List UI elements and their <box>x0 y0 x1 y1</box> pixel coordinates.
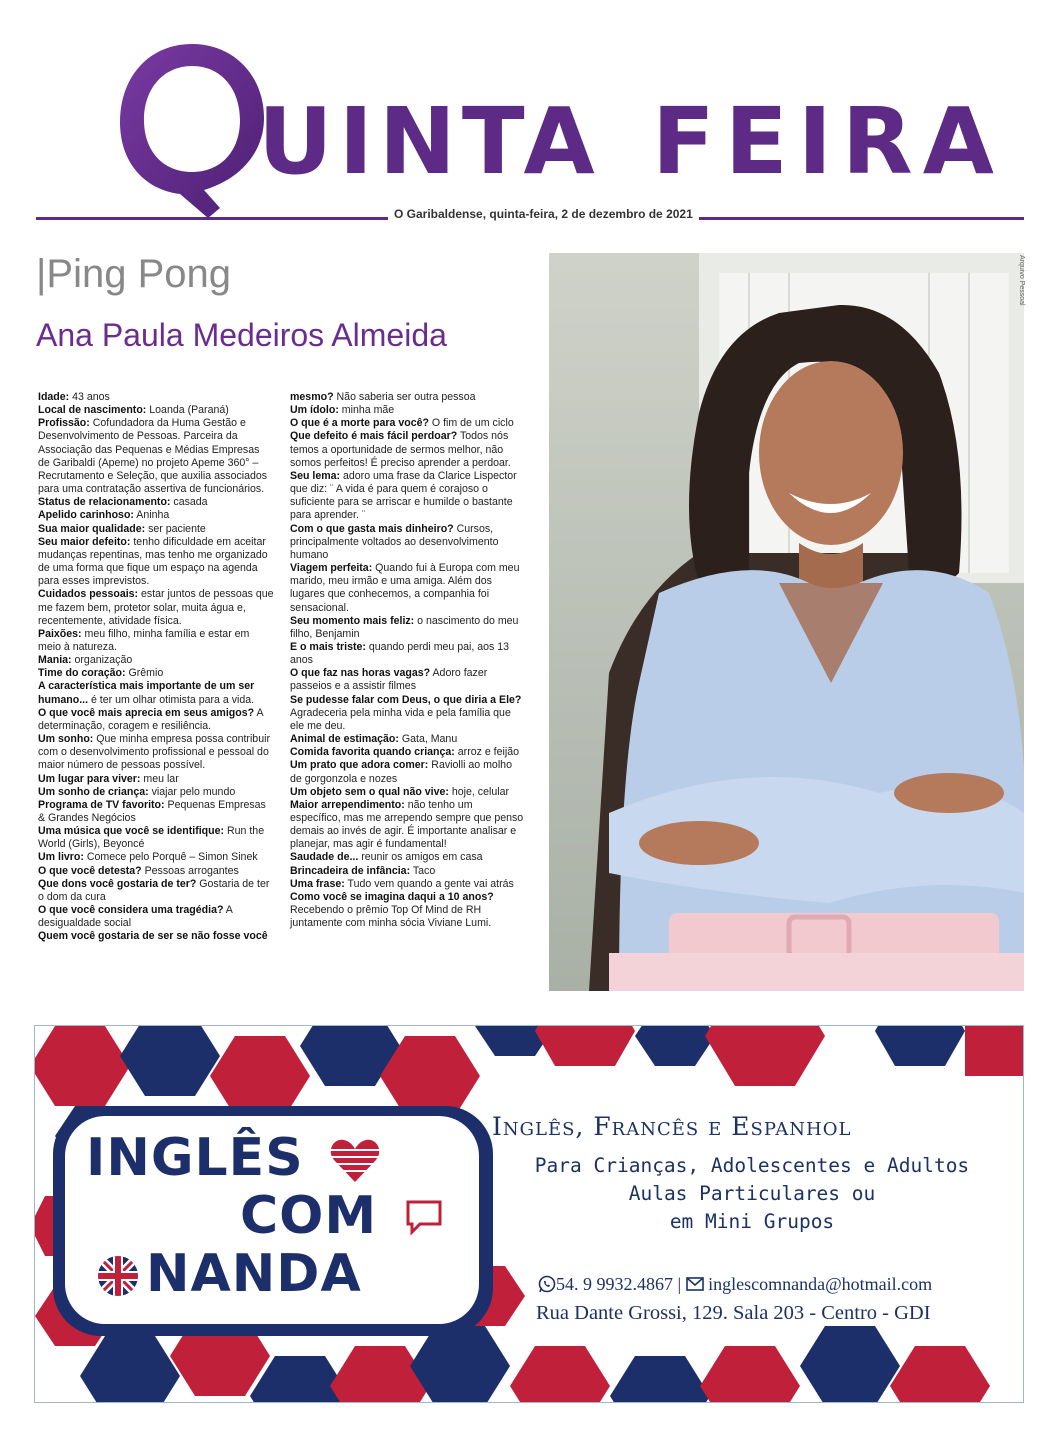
qa-item <box>38 391 274 404</box>
qa-question: Quem você gostaria de ser se não fosse você <box>38 930 268 943</box>
ad-logo-line3: NANDA <box>146 1244 362 1304</box>
qa-answer: hoje, celular <box>448 785 510 798</box>
qa-answer: Cofundadora da Huma Gestão e Desenvolvimento de Pessoas. Parceira da Associação das Pequenas e Médias Empresas de Garibaldi (Apeme) no projeto Apeme 360° – Recrutamento e Seleção, que auxilia associados para uma contratação assertiva de funcionários. <box>38 417 268 496</box>
qa-answer: é ter um olhar otimista para a vida. <box>88 693 255 706</box>
qa-item <box>38 786 274 799</box>
qa-item <box>38 851 274 864</box>
qa-item <box>290 878 526 891</box>
qa-item <box>38 509 274 522</box>
qa-question: Seu momento mais feliz: <box>290 614 415 627</box>
qa-item <box>38 404 274 417</box>
qa-item <box>38 865 274 878</box>
qa-answer: viajar pelo mundo <box>148 785 236 798</box>
qa-answer: ser paciente <box>145 522 206 535</box>
qa-item <box>38 628 274 654</box>
qa-question: Um livro: <box>38 851 84 864</box>
qa-item <box>38 417 274 496</box>
qa-question: E o mais triste: <box>290 640 366 653</box>
qa-answer: arroz e feijão <box>454 746 520 759</box>
qa-item <box>290 562 526 615</box>
photo-credit: Arquivo Pessoal <box>1018 255 1025 306</box>
qa-answer: meu filho, minha família e estar em meio à natureza. <box>38 627 250 653</box>
qa-answer: Adoro fazer passeios e a assistir filmes <box>290 667 488 693</box>
qa-question: O que faz nas horas vagas? <box>290 667 431 680</box>
qa-question: Seu lema: <box>290 469 341 482</box>
qa-item <box>38 825 274 851</box>
dateline: O Garibaldense, quinta-feira, 2 de dezembro de 2021 <box>388 207 699 221</box>
qa-item <box>290 641 526 667</box>
qa-answer: Tudo vem quando a gente vai atrás <box>344 877 514 890</box>
qa-answer: adoro uma frase da Clarice Lispector que diz: ¨ A vida é para quem é corajoso o suficiente para se arriscar e humilde o bastante para aprender. ¨ <box>290 469 517 522</box>
qa-item <box>290 799 526 852</box>
qa-item <box>38 496 274 509</box>
qa-question: Se pudesse falar com Deus, o que diria a Ele? <box>290 693 522 706</box>
qa-answer: minha mãe <box>338 404 395 417</box>
uk-flag-icon <box>96 1254 140 1298</box>
qa-question: Maior arrependimento: <box>290 798 405 811</box>
portrait-photo <box>549 253 1024 991</box>
qa-question: Uma música que você se identifique: <box>38 825 225 838</box>
qa-item <box>290 733 526 746</box>
qa-answer: Loanda (Paraná) <box>146 404 229 417</box>
qa-item <box>290 865 526 878</box>
qa-question: Comida favorita quando criança: <box>290 746 455 759</box>
qa-question: Mania: <box>38 654 72 667</box>
ad-phone[interactable]: 54. 9 9932.4867 <box>556 1274 673 1294</box>
qa-item <box>38 654 274 667</box>
qa-answer: organização <box>71 654 133 667</box>
qa-item <box>38 680 274 706</box>
ad-subtitle-2: Aulas Particulares ou <box>628 1182 876 1205</box>
qa-question: Animal de estimação: <box>290 733 399 746</box>
ad-address: Rua Dante Grossi, 129. Sala 203 - Centro - GDI <box>536 1302 931 1324</box>
qa-answer: Pessoas arrogantes <box>141 864 239 877</box>
qa-question: Saudade de... <box>290 851 359 864</box>
qa-item <box>38 536 274 589</box>
ad-contact-line <box>538 1274 932 1295</box>
qa-question: Um prato que adora comer: <box>290 759 429 772</box>
qa-item <box>290 615 526 641</box>
interview-column-2 <box>290 391 526 930</box>
ad-logo-line2: COM <box>240 1186 378 1246</box>
qa-question: O que você considera uma tragédia? <box>38 904 224 917</box>
qa-answer: Comece pelo Porquê – Simon Sinek <box>83 851 258 864</box>
heart-icon <box>330 1138 380 1184</box>
qa-item <box>290 667 526 693</box>
qa-question: Cuidados pessoais: <box>38 588 139 601</box>
qa-item <box>290 391 526 404</box>
qa-item <box>290 470 526 523</box>
qa-answer: Todos nós temos a oportunidade de sermos melhor, não somos perfeitos! É preciso aprender a perdoar. <box>290 430 511 469</box>
qa-answer: A desigualdade social <box>38 904 233 930</box>
qa-answer: reunir os amigos em casa <box>358 851 483 864</box>
qa-answer: Gata, Manu <box>398 733 458 746</box>
qa-question: O que você detesta? <box>38 864 142 877</box>
qa-item <box>290 417 526 430</box>
qa-question: Um ídolo: <box>290 404 339 417</box>
qa-answer: o nascimento do meu filho, Benjamin <box>290 614 519 640</box>
qa-question: Como você se imagina daqui a 10 anos? <box>290 890 494 903</box>
qa-item <box>38 878 274 904</box>
qa-question: Brincadeira de infância: <box>290 864 411 877</box>
qa-answer: meu lar <box>140 772 179 785</box>
qa-question: Paixões: <box>38 627 82 640</box>
ad-separator: | <box>677 1274 682 1294</box>
qa-question: O que é a morte para você? <box>290 417 429 430</box>
qa-item <box>290 523 526 562</box>
qa-answer: Raviolli ao molho de gorgonzola e nozes <box>290 759 512 785</box>
qa-item <box>38 930 274 943</box>
qa-question: Time do coração: <box>38 667 126 680</box>
qa-question: Um lugar para viver: <box>38 772 141 785</box>
ad-logo-line1: INGLÊS <box>86 1128 304 1188</box>
mail-icon <box>686 1277 704 1291</box>
qa-question: Que defeito é mais fácil perdoar? <box>290 430 458 443</box>
qa-answer: Recebendo o prêmio Top Of Mind de RH juntamente com minha sócia Viviane Lumi. <box>290 904 492 930</box>
qa-question: Viagem perfeita: <box>290 562 373 575</box>
qa-question: mesmo? <box>290 391 334 403</box>
qa-answer: O fim de um ciclo <box>428 417 514 430</box>
masthead-title-second: FEIRA <box>652 88 1004 195</box>
qa-question: Com o que gasta mais dinheiro? <box>290 522 454 535</box>
qa-item <box>38 523 274 536</box>
qa-item <box>38 799 274 825</box>
qa-answer: quando perdi meu pai, aos 13 anos <box>290 640 510 667</box>
qa-question: Que dons você gostaria de ter? <box>38 877 197 890</box>
qa-answer: 43 anos <box>69 391 110 403</box>
qa-answer: não tenho um específico, mas me arrependo sempre que penso demais ao invés de agir. É importante analisar e planejar, mas agir é fundamental! <box>290 798 524 851</box>
qa-item <box>38 773 274 786</box>
qa-answer: estar juntos de pessoas que me fazem bem, protetor solar, muita água e, recentemente, atividade física. <box>38 588 274 627</box>
qa-question: Uma frase: <box>290 877 345 890</box>
qa-answer: Cursos, principalmente voltados ao desenvolvimento humano <box>290 522 499 561</box>
qa-question: A característica mais importante de um ser humano... <box>38 680 255 706</box>
qa-item <box>38 667 274 680</box>
qa-answer: A determinação, coragem e resiliência. <box>38 706 263 732</box>
qa-answer: Agradeceria pela minha vida e pela família que ele me deu. <box>290 706 511 732</box>
qa-item <box>38 733 274 772</box>
qa-question: Um sonho: <box>38 733 94 746</box>
qa-item <box>290 891 526 930</box>
qa-answer: casada <box>170 496 208 509</box>
qa-answer: Não saberia ser outra pessoa <box>333 391 476 403</box>
qa-answer: Quando fui à Europa com meu marido, meu irmão e uma amiga. Além dos lugares que conhecemos, a companhia foi sensacional. <box>290 562 520 614</box>
qa-item <box>38 904 274 930</box>
qa-question: Local de nascimento: <box>38 404 147 417</box>
portrait-illustration <box>549 253 1024 991</box>
qa-item <box>290 430 526 469</box>
qa-item <box>290 851 526 864</box>
qa-question: Seu maior defeito: <box>38 535 131 548</box>
qa-question: Um sonho de criança: <box>38 785 149 798</box>
ad-title: Inglês, Francês e Espanhol <box>492 1112 852 1141</box>
qa-question: Status de relacionamento: <box>38 496 171 509</box>
ad-subtitle-1: Para Crianças, Adolescentes e Adultos <box>534 1154 970 1177</box>
section-label: |Ping Pong <box>36 252 231 296</box>
qa-answer: Taco <box>410 864 436 877</box>
qa-item <box>38 588 274 627</box>
qa-answer: Run the World (Girls), Beyoncé <box>38 825 265 851</box>
qa-question: Idade: <box>38 391 70 403</box>
qa-item <box>38 707 274 733</box>
qa-answer: Gostaria de ter o dom da cura <box>38 877 270 903</box>
qa-answer: Grêmio <box>125 667 164 680</box>
qa-answer: tenho dificuldade em aceitar mudanças repentinas, mas tenho me organizado de uma forma que fique um espaço na agenda para esses imprevistos. <box>38 535 268 588</box>
qa-question: O que você mais aprecia em seus amigos? <box>38 706 255 719</box>
masthead-title-first: UINTA <box>258 88 601 195</box>
qa-answer: Aninha <box>133 509 170 522</box>
qa-question: Um objeto sem o qual não vive: <box>290 785 449 798</box>
qa-item <box>290 786 526 799</box>
qa-answer: Pequenas Empresas & Grandes Negócios <box>38 798 266 824</box>
qa-item <box>290 404 526 417</box>
speech-bubble-icon <box>404 1198 444 1238</box>
whatsapp-icon <box>538 1275 556 1293</box>
qa-item <box>290 759 526 785</box>
qa-question: Sua maior qualidade: <box>38 522 146 535</box>
qa-question: Profissão: <box>38 417 90 430</box>
ad-subtitle-3: em Mini Grupos <box>669 1210 835 1233</box>
qa-item <box>290 746 526 759</box>
qa-question: Programa de TV favorito: <box>38 798 165 811</box>
qa-question: Apelido carinhoso: <box>38 509 134 522</box>
qa-answer: Que minha empresa possa contribuir com o desenvolvimento profissional e pessoal do maior número de pessoas possível. <box>38 733 270 772</box>
masthead-q-letter <box>112 30 272 220</box>
qa-item <box>290 694 526 733</box>
interview-column-1 <box>38 391 274 944</box>
interviewee-name: Ana Paula Medeiros Almeida <box>36 317 447 353</box>
ad-email[interactable]: inglescomnanda@hotmail.com <box>708 1274 933 1294</box>
